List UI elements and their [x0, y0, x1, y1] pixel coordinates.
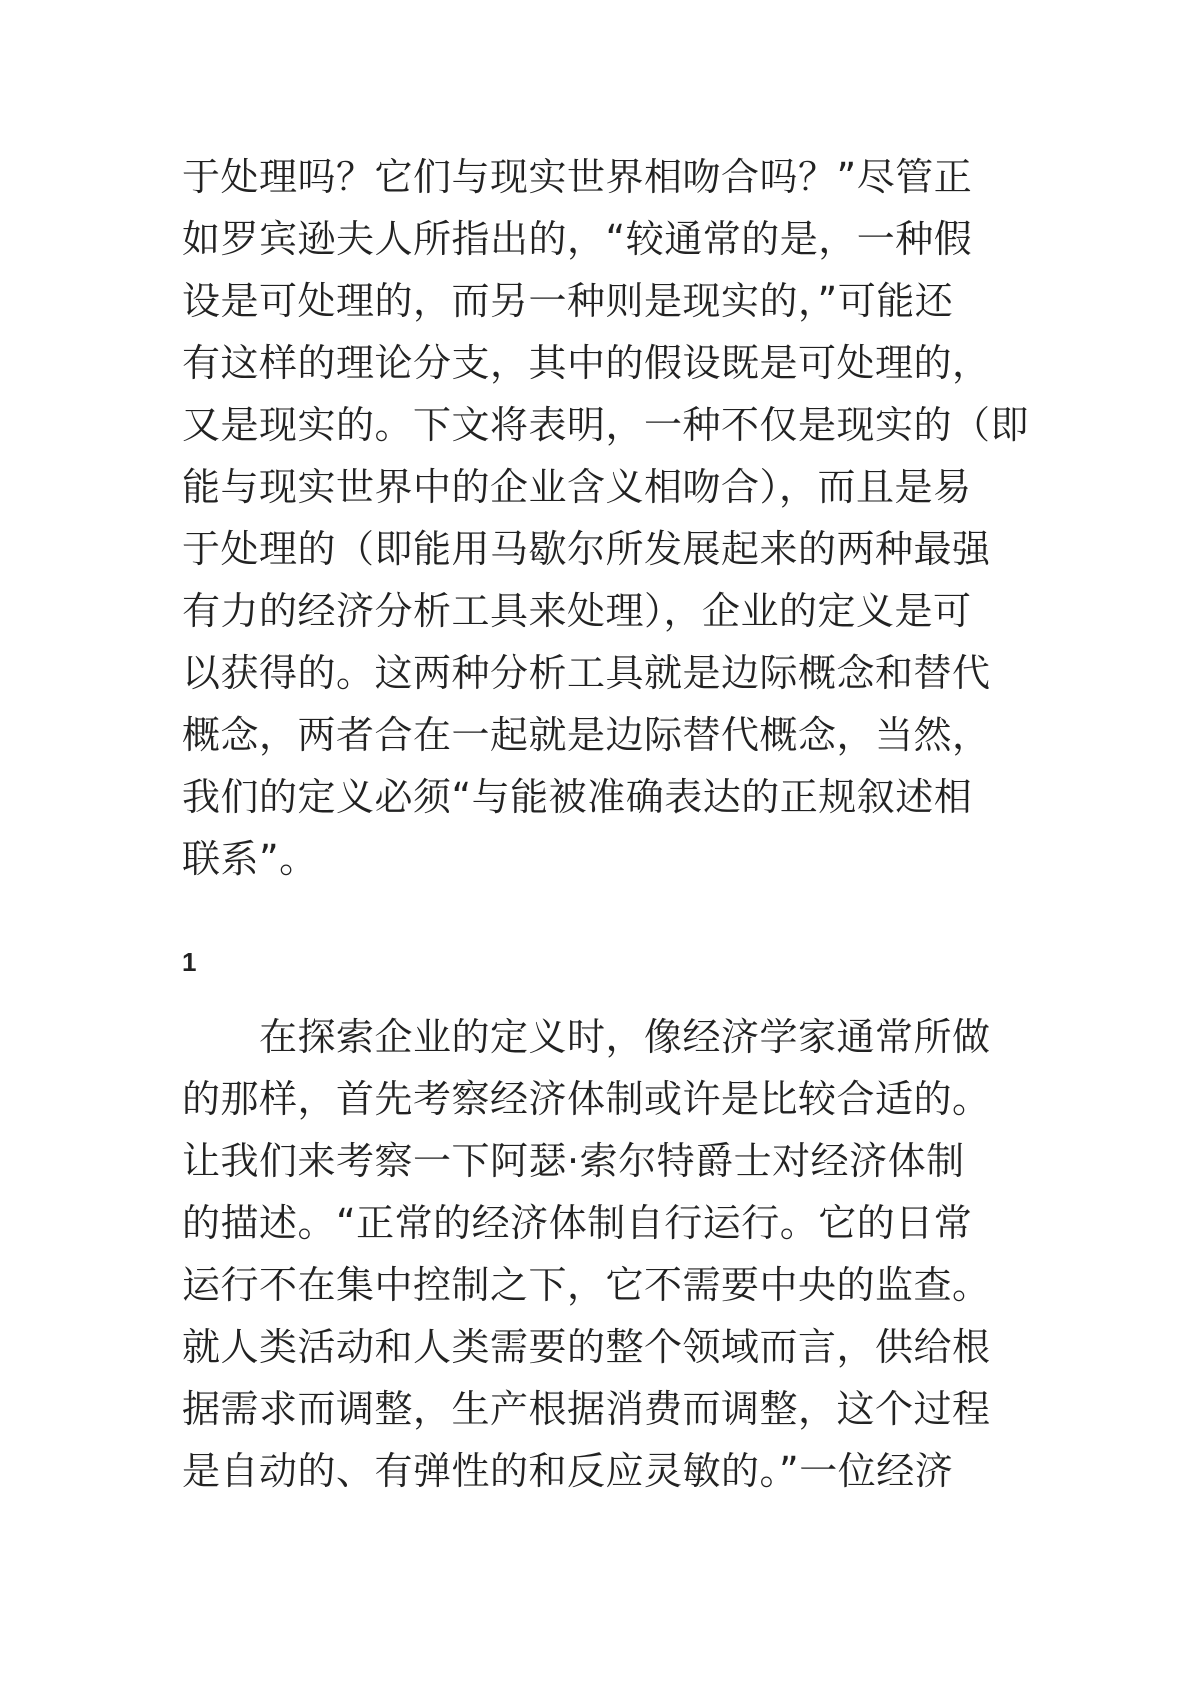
paragraph-line: 的那样，首先考察经济体制或许是比较合适的。 — [182, 1077, 991, 1121]
paragraph-1 — [182, 146, 1030, 890]
paragraph-line: 于处理的（即能用马歇尔所发展起来的两种最强 — [182, 527, 991, 571]
paragraph-line: 我们的定义必须“与能被准确表达的正规叙述相 — [182, 775, 973, 819]
paragraph-line: 有力的经济分析工具来处理），企业的定义是可 — [182, 589, 972, 633]
paragraph-line: 联系”。 — [182, 837, 318, 881]
paragraph-line: 据需求而调整，生产根据消费而调整，这个过程 — [182, 1387, 991, 1431]
paragraph-line: 是自动的、有弹性的和反应灵敏的。”一位经济 — [182, 1449, 954, 1493]
paragraph-line: 运行不在集中控制之下，它不需要中央的监查。 — [182, 1263, 991, 1307]
paragraph-line: 设是可处理的，而另一种则是现实的，”可能还 — [182, 279, 954, 323]
paragraph-line: 的描述。“正常的经济体制自行运行。它的日常 — [182, 1201, 973, 1245]
paragraph-line: 能与现实世界中的企业含义相吻合），而且是易 — [182, 465, 972, 509]
paragraph-line: 如罗宾逊夫人所指出的，“较通常的是，一种假 — [182, 217, 973, 261]
paragraph-line: 又是现实的。下文将表明，一种不仅是现实的（即 — [182, 403, 1030, 447]
paragraph-2 — [182, 1006, 1018, 1502]
paragraph-line: 于处理吗？它们与现实世界相吻合吗？”尽管正 — [182, 155, 973, 199]
paragraph-line: 让我们来考察一下阿瑟·索尔特爵士对经济体制 — [182, 1139, 965, 1183]
paragraph-line: 有这样的理论分支，其中的假设既是可处理的， — [182, 341, 991, 385]
paragraph-line: 概念，两者合在一起就是边际替代概念，当然， — [182, 713, 991, 757]
section-number: 1 — [182, 947, 197, 977]
paragraph-line: 以获得的。这两种分析工具就是边际概念和替代 — [182, 651, 991, 695]
paragraph-line: 在探索企业的定义时，像经济学家通常所做 — [182, 1015, 991, 1059]
paragraph-line: 就人类活动和人类需要的整个领域而言，供给根 — [182, 1325, 991, 1369]
